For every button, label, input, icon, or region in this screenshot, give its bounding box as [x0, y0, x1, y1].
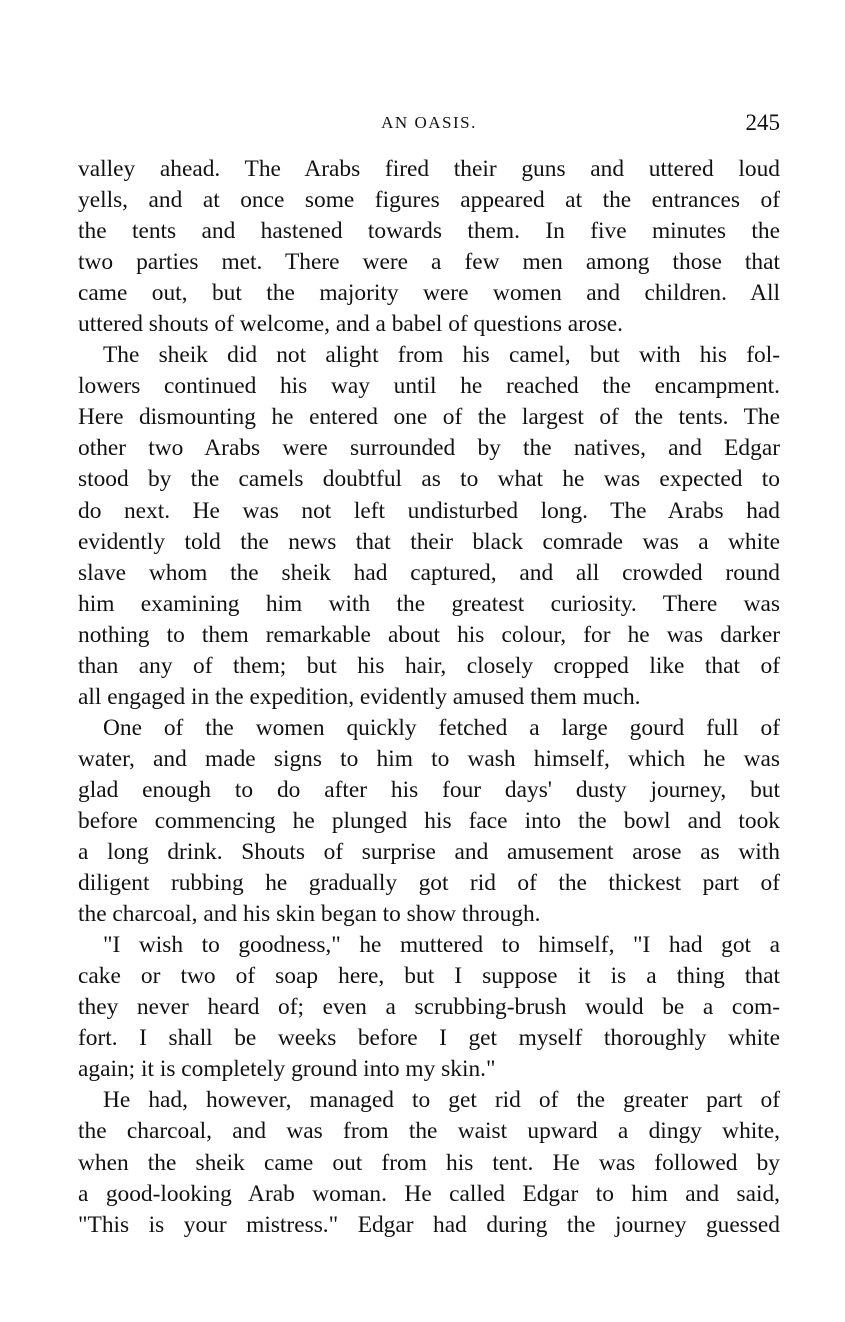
text-line: yells, and at once some figures appeared at the entrances of — [78, 187, 780, 214]
text-line: water, and made signs to him to wash himself, which he was — [78, 745, 780, 772]
text-line: all engaged in the expedition, evidently amused them much. — [78, 683, 641, 710]
text-line: uttered shouts of welcome, and a babel of questions arose. — [78, 311, 623, 338]
paragraph — [78, 930, 780, 1085]
text-line: again; it is completely ground into my skin." — [78, 1056, 496, 1083]
text-line: the charcoal, and was from the waist upward a dingy white, — [78, 1118, 780, 1145]
text-line: valley ahead. The Arabs fired their guns and uttered loud — [78, 156, 780, 182]
text-line: stood by the camels doubtful as to what he was expected to — [78, 466, 780, 493]
text-line: One of the women quickly fetched a large gourd full of — [103, 714, 780, 741]
text-line: cake or two of soap here, but I suppose it is a thing that — [78, 963, 780, 990]
page-number: 245 — [745, 110, 780, 135]
text-line: slave whom the sheik had captured, and all crowded round — [78, 559, 780, 586]
text-line: fort. I shall be weeks before I get myself thoroughly white — [78, 1025, 780, 1052]
chapter-title: AN OASIS. — [381, 113, 477, 132]
text-line: "I wish to goodness," he muttered to himself, "I had got a — [103, 932, 780, 959]
text-line: the charcoal, and his skin began to show through. — [78, 901, 541, 928]
paragraph — [78, 154, 780, 340]
text-line: other two Arabs were surrounded by the natives, and Edgar — [78, 435, 780, 462]
text-line: glad enough to do after his four days' dusty journey, but — [78, 776, 780, 803]
paragraph — [78, 713, 780, 930]
text-line: two parties met. There were a few men among those that — [78, 249, 780, 276]
text-line: a good-looking Arab woman. He called Edgar to him and said, — [78, 1180, 780, 1207]
text-line: He had, however, managed to get rid of the greater part of — [103, 1087, 780, 1114]
text-line: him examining him with the greatest curiosity. There was — [78, 590, 780, 617]
running-head — [78, 108, 780, 138]
text-line: nothing to them remarkable about his colour, for he was darker — [78, 621, 780, 648]
text-line: than any of them; but his hair, closely cropped like that of — [78, 652, 780, 679]
text-line: lowers continued his way until he reached the encampment. — [78, 373, 780, 400]
text-line: "This is your mistress." Edgar had during the journey guessed — [78, 1211, 780, 1238]
text-line: The sheik did not alight from his camel, but with his fol- — [103, 342, 780, 369]
text-line: evidently told the news that their black comrade was a white — [78, 528, 780, 555]
paragraph — [78, 1085, 780, 1240]
text-line: before commencing he plunged his face into the bowl and took — [78, 807, 780, 834]
text-line: when the sheik came out from his tent. He was followed by — [78, 1149, 780, 1176]
paragraph — [78, 340, 780, 713]
text-line: diligent rubbing he gradually got rid of the thickest part of — [78, 870, 780, 897]
text-line: they never heard of; even a scrubbing-brush would be a com- — [78, 994, 780, 1021]
text-line: the tents and hastened towards them. In five minutes the — [78, 218, 780, 245]
text-line: do next. He was not left undisturbed long. The Arabs had — [78, 497, 780, 524]
book-page — [78, 108, 780, 1241]
text-line: a long drink. Shouts of surprise and amusement arose as with — [78, 839, 780, 866]
text-line: came out, but the majority were women and children. All — [78, 280, 780, 307]
text-line: Here dismounting he entered one of the largest of the tents. The — [78, 404, 780, 431]
body-text — [78, 154, 780, 1241]
